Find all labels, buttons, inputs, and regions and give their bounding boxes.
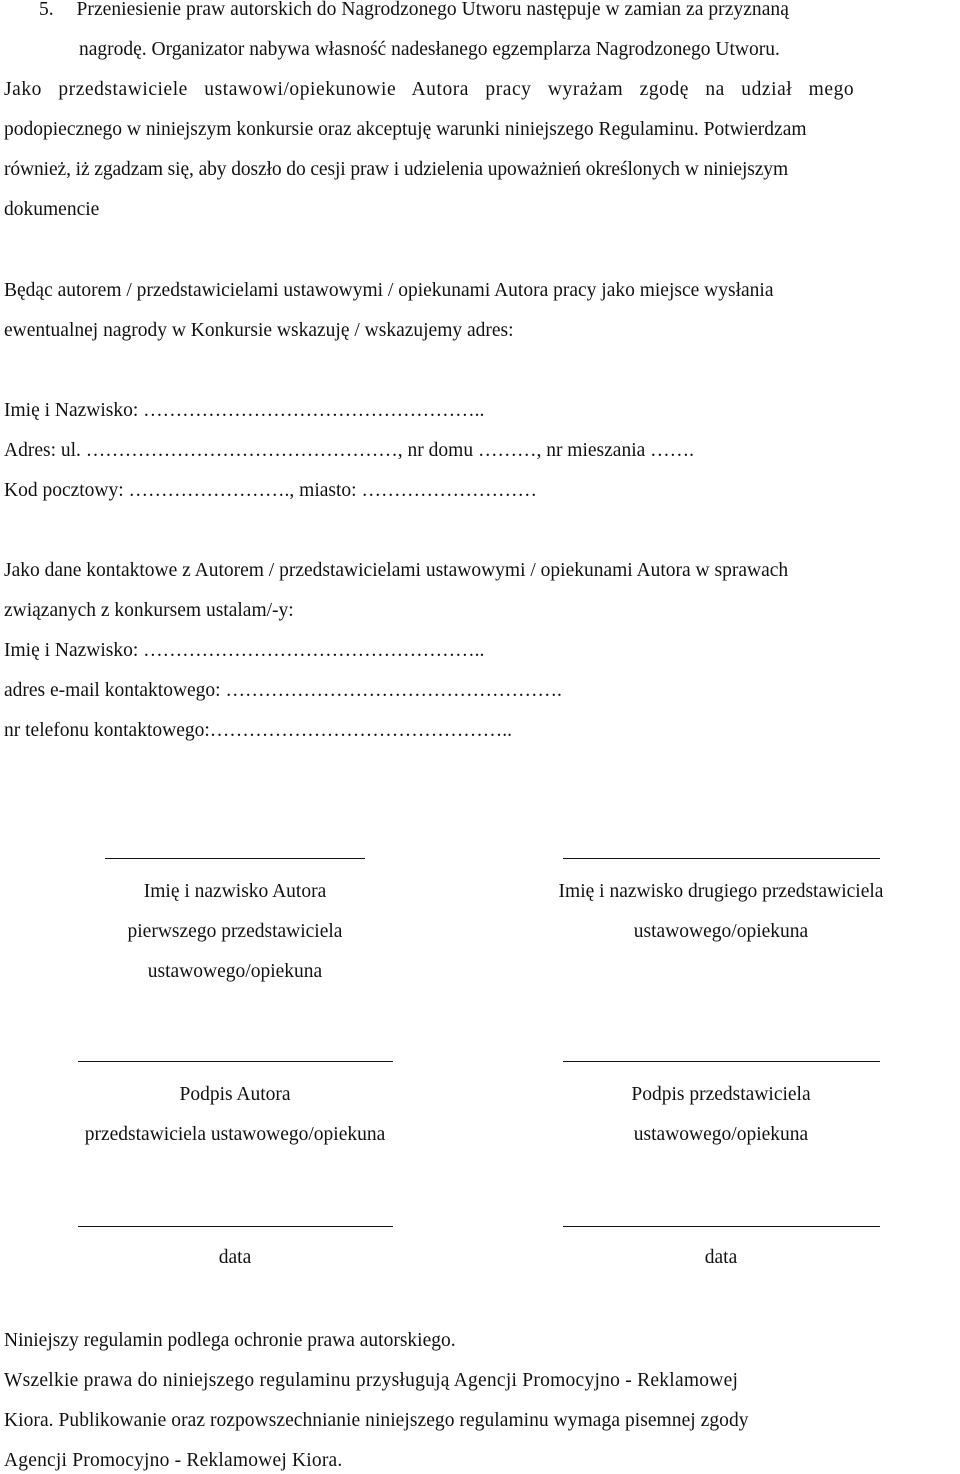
left-name-caption-3: ustawowego/opiekuna bbox=[147, 961, 323, 982]
address-intro-line-1: Będąc autorem / przedstawicielami ustawowymi / opiekunami Autora pracy jako miejsce wysłania bbox=[4, 280, 774, 301]
consent-line-3: również, iż zgadzam się, aby doszło do cesji praw i udzielenia upoważnień określonych w niniejszym bbox=[4, 159, 789, 180]
copyright-line-1: Niniejszy regulamin podlega ochronie prawa autorskiego. bbox=[4, 1330, 456, 1351]
right-name-caption-2: ustawowego/opiekuna bbox=[633, 921, 809, 942]
contact-intro-line-1: Jako dane kontaktowe z Autorem / przedstawicielami ustawowymi / opiekunami Autora w sprawach bbox=[4, 560, 789, 581]
paragraph-5-line-2: nagrodę. Organizator nabywa własność nadesłanego egzemplarza Nagrodzonego Utworu. bbox=[79, 39, 780, 60]
copyright-line-4: Agencji Promocyjno - Reklamowej Kiora. bbox=[4, 1450, 343, 1471]
contact-phone-field: nr telefonu kontaktowego:……………………………………….. bbox=[4, 720, 513, 741]
right-date-caption: data bbox=[704, 1247, 738, 1268]
left-date-signature-line bbox=[78, 1226, 393, 1227]
address-street-field: Adres: ul. …………………………………………, nr domu ………, nr mieszania ……. bbox=[4, 440, 695, 461]
right-name-caption-1: Imię i nazwisko drugiego przedstawiciela bbox=[558, 881, 884, 902]
right-sign-caption-2: ustawowego/opiekuna bbox=[633, 1124, 809, 1145]
left-sign-caption-1: Podpis Autora bbox=[179, 1084, 291, 1105]
copyright-line-2: Wszelkie prawa do niniejszego regulaminu przysługują Agencji Promocyjno - Reklamowej bbox=[4, 1370, 739, 1391]
right-date-signature-line bbox=[563, 1226, 880, 1227]
contact-intro-line-2: związanych z konkursem ustalam/-y: bbox=[4, 600, 294, 621]
left-date-caption: data bbox=[218, 1247, 252, 1268]
copyright-line-3: Kiora. Publikowanie oraz rozpowszechnianie niniejszego regulaminu wymaga pisemnej zgody bbox=[4, 1410, 749, 1431]
right-sign-caption-1: Podpis przedstawiciela bbox=[631, 1084, 811, 1105]
consent-line-2: podopiecznego w niniejszym konkursie oraz akceptuję warunki niniejszego Regulaminu. Potwierdzam bbox=[4, 119, 807, 140]
address-intro-line-2: ewentualnej nagrody w Konkursie wskazuję / wskazujemy adres: bbox=[4, 320, 514, 341]
left-sign-caption-2: przedstawiciela ustawowego/opiekuna bbox=[84, 1124, 386, 1145]
contact-name-field: Imię i Nazwisko: …………………………………………….. bbox=[4, 640, 485, 661]
right-name-signature-line bbox=[563, 858, 880, 859]
paragraph-number: 5. bbox=[39, 0, 54, 20]
contact-email-field: adres e-mail kontaktowego: ……………………………………………. bbox=[4, 680, 562, 701]
consent-line-4: dokumencie bbox=[4, 199, 100, 220]
paragraph-5-text-1: Przeniesienie praw autorskich do Nagrodzonego Utworu następuje w zamian za przyznaną bbox=[76, 0, 789, 20]
consent-line-1: Jako przedstawiciele ustawowi/opiekunowie Autora pracy wyrażam zgodę na udział mego bbox=[4, 79, 855, 100]
left-name-signature-line bbox=[105, 858, 365, 859]
left-name-caption-1: Imię i nazwisko Autora bbox=[143, 881, 327, 902]
left-sign-signature-line bbox=[78, 1061, 393, 1062]
address-postal-field: Kod pocztowy: ……………………., miasto: ……………………… bbox=[4, 480, 537, 501]
right-sign-signature-line bbox=[563, 1061, 880, 1062]
left-name-caption-2: pierwszego przedstawiciela bbox=[127, 921, 343, 942]
address-name-field: Imię i Nazwisko: …………………………………………….. bbox=[4, 400, 485, 421]
paragraph-5-line-1 bbox=[0, 0, 789, 22]
